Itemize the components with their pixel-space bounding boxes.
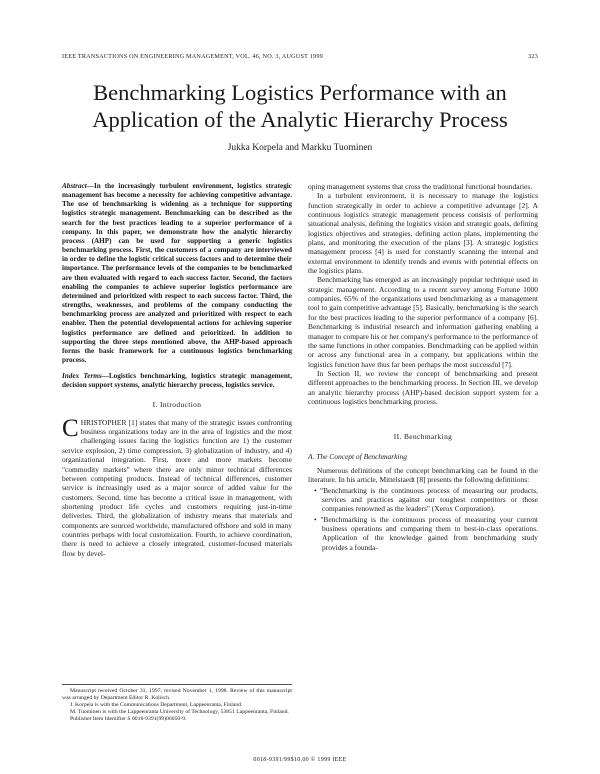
paragraph-continued: oping management systems that cross the traditional functional boundaries. [308,182,533,191]
paper-title [60,79,540,133]
drop-cap: C [62,414,79,442]
abstract [62,182,292,365]
definition-item-2: • "Benchmarking is the continuous process of measuring your current business operations and comparing them to best-in-class operations. Application of the knowledge gained from benchmarking study provides a founda- [314,514,538,552]
section-heading-introduction: I. Introduction [152,400,202,410]
copyright-footer: 0018-9391/99$10.00 © 1999 IEEE [253,757,347,763]
footnote-author-2: M. Tuominen is with the Lappeenranta University of Technology, 53851 Lappeenranta, Finland. [70,709,289,716]
title-line-2: Application of the Analytic Hierarchy Process [92,107,508,132]
paragraph-outline: In Section II, we review the concept of benchmarking and present different approaches to the benchmarking process. In Section III, we develop an analytic hierarchy process (AHP)-based decision support system for a continuous logistics benchmarking process. [308,368,538,406]
subsection-heading-concept: A. The Concept of Benchmarking [308,451,407,461]
index-terms-text: Logistics benchmarking, logistics strategic management, decision support systems, analytic hierarchy process, logistics service. [62,372,293,390]
section-heading-benchmarking: II. Benchmarking [393,432,453,442]
index-terms-label: Index Terms— [62,372,109,381]
intro-paragraph [62,414,292,558]
footnote-manuscript: Manuscript received October 31, 1997; revised November 1, 1998. Review of this manuscript was arranged by Department Editor R. Kolisch. [62,688,292,702]
authors: Jukka Korpela and Markku Tuominen [227,143,373,153]
journal-header: IEEE TRANSACTIONS ON ENGINEERING MANAGEMENT, VOL. 46, NO. 3, AUGUST 1999 [62,53,323,60]
index-terms [62,372,292,390]
paragraph-strategic-logistics: In a turbulent environment, it is necessary to manage the logistics function strategically in order to achieve a competitive advantage [2]. A continuous logistics strategic management process consists of performing situational analysis, defining the logistics vision and strategic goals, defining logistics objectives and strategies, defining action plans, implementing the plans, and monitoring the execution of the plans [3]. A strategic logistics management process [4] is used for constantly scanning the internal and external environment to identify trends and events with potential effects on the logistics plans. [308,191,538,276]
abstract-label: Abstract— [62,182,94,190]
page-number: 323 [528,53,538,60]
definition-item-1: • "Benchmarking is the continuous process of measuring our products, services and practices against our toughest competitors or those companies renowned as the leaders" (Xerox Corporation). [314,485,538,514]
footnote-divider [62,684,292,685]
intro-text: HRISTOPHER [1] states that many of the strategic issues confronting business organizations today are in the area of logistics and the most challenging issues facing the logistics function are 1) the customer service explosion, 2) time compression, 3) globalization of industry, and 4) organizational integration. First, more and more markets become "commodity markets" where there are only minor technical differences between competing products. Instead of technical differences, customer service is increasingly used as a major source of added value for the customers. Second, time has become a critical issue in management, with shortening product life cycles and customers requiring just-in-time deliveries. Third, the globalization of industry means that materials and components are sourced worldwide, manufactured offshore and sold in many countries perhaps with local customization. Fourth, to achieve coordination, there is need to achieve a closely integrated, customer-focused materials flow by devel- [62,417,292,558]
footnotes [62,688,292,723]
running-head [62,53,538,60]
paragraph-benchmarking-popularity: Benchmarking has emerged as an increasingly popular technique used in strategic management. According to a recent survey among Fortune 1000 companies, 65% of the organizations used benchmarking as a management tool to gain competitive advantage [5]. Basically, benchmarking is the search for the best practices leading to the superior performance of a company [6]. Benchmarking is industrial research and information gathering enabling a manager to compare his or her company's performance to the performance of the same functions in other companies. Benchmarking can be applied within or across any functional area in a company, but applications within the logistics function have thus far been perhaps the most successful [7]. [308,275,538,369]
right-column [308,182,538,552]
abstract-text: In the increasingly turbulent environment, logistics strategic management has become a necessity for achieving competitive advantage. The use of benchmarking is widening as a technique for supporting logistics strategic management. Benchmarking can be described as the search for the best practices leading to a superior performance of a company. In this paper, we demonstrate how the analytic hierarchy process (AHP) can be used for supporting a generic logistics benchmarking process. First, the customers of a company are interviewed in order to define the logistic critical success factors and to determine their importance. The performance levels of the companies to be benchmarked are then evaluated with regard to each success factor. Second, the factors enabling the companies to achieve superior logistics performance are determined and prioritized with respect to each success factor. Third, the strengths, weaknesses, and problems of the company conducting the benchmarking process are analyzed and prioritized with respect to each enabler. Then the potential developmental actions for achieving superior logistics performance are defined and prioritized. In addition to supporting the three steps mentioned above, the AHP-based approach forms the basic framework for a continuous logistics benchmarking process. [62,182,292,364]
paragraph-definitions: Numerous definitions of the concept benchmarking can be found in the literature. In his article, Mittelstaedt [8] presents the following definitions: [308,465,538,485]
footnote-author-1: J. Korpela is with the Communications Department, Lappeenranta, Finland. [70,702,243,709]
left-column [62,182,292,558]
title-line-1: Benchmarking Logistics Performance with an [93,80,507,105]
footnote-identifier: Publisher Item Identifier S 0018-9391(99)06050-9. [70,716,187,723]
